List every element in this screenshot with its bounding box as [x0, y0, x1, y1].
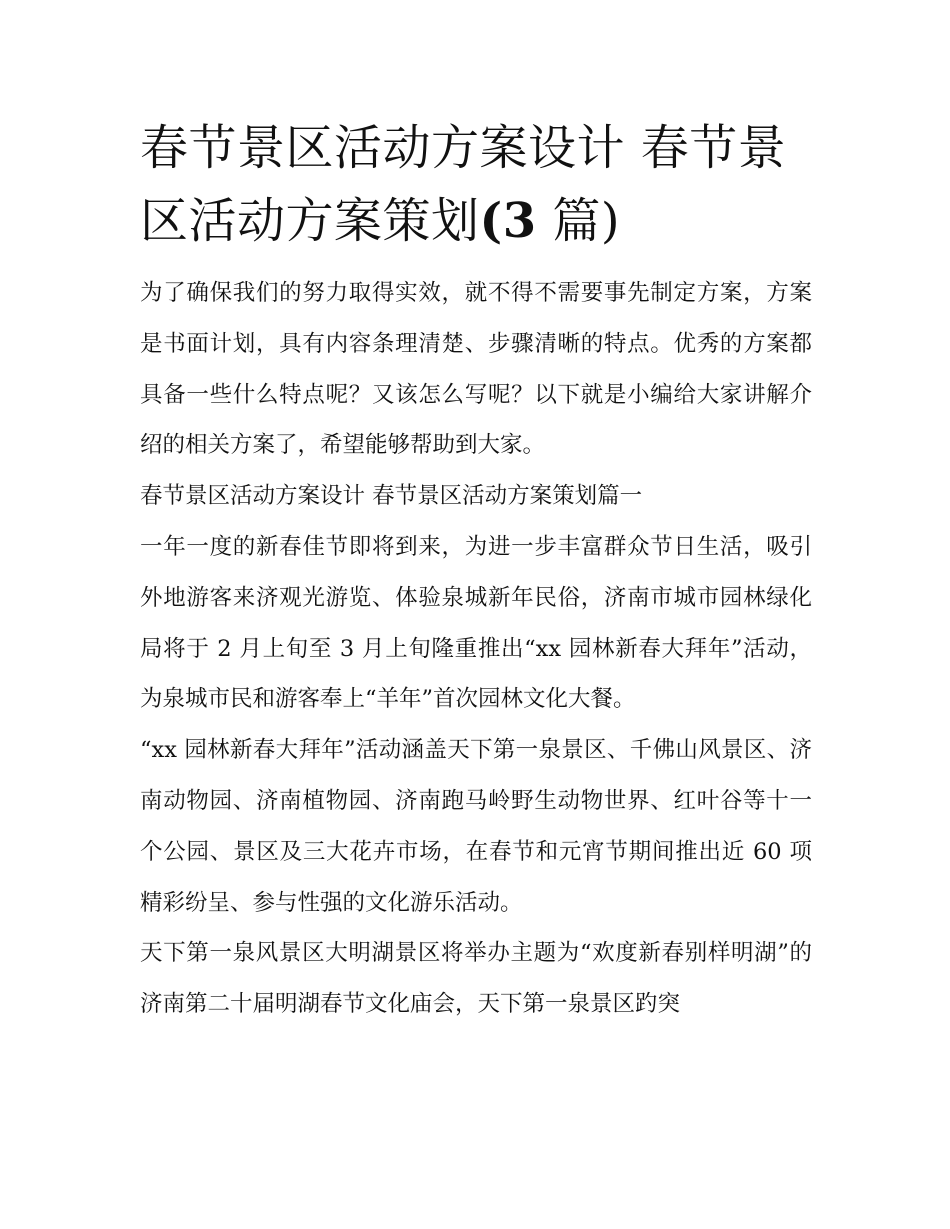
document-page	[140, 112, 812, 1030]
section-heading: 春节景区活动方案设计 春节景区活动方案策划篇一	[140, 483, 643, 510]
document-title	[140, 112, 812, 258]
title-suffix: 篇)	[536, 193, 621, 249]
title-text: 春节景区活动方案设计 春节景区活动方案策划	[140, 120, 787, 249]
body-paragraph: 一年一度的新春佳节即将到来，为进一步丰富群众节日生活，吸引外地游客来济观光游览、体验泉城新年民俗，济南市城市园林绿化局将于 2 月上旬至 3 月上旬隆重推出“xx 园林新春大拜年”活动，为泉城市民和游客奉上“羊年”首次园林文化大餐。	[140, 533, 812, 713]
title-count: (3	[479, 193, 537, 249]
body-paragraph: “xx 园林新春大拜年”活动涵盖天下第一泉景区、千佛山风景区、济南动物园、济南植物园、济南跑马岭野生动物世界、红叶谷等十一个公园、景区及三大花卉市场，在春节和元宵节期间推出近 60 项精彩纷呈、参与性强的文化游乐活动。	[140, 737, 812, 916]
body-paragraph: 天下第一泉风景区大明湖景区将举办主题为“欢度新春别样明湖”的济南第二十届明湖春节文化庙会，天下第一泉景区趵突	[140, 940, 812, 1018]
intro-paragraph: 为了确保我们的努力取得实效，就不得不需要事先制定方案，方案是书面计划，具有内容条理清楚、步骤清晰的特点。优秀的方案都具备一些什么特点呢？又该怎么写呢？以下就是小编给大家讲解介绍的相关方案了，希望能够帮助到大家。	[140, 280, 812, 459]
document-body	[140, 268, 812, 1030]
